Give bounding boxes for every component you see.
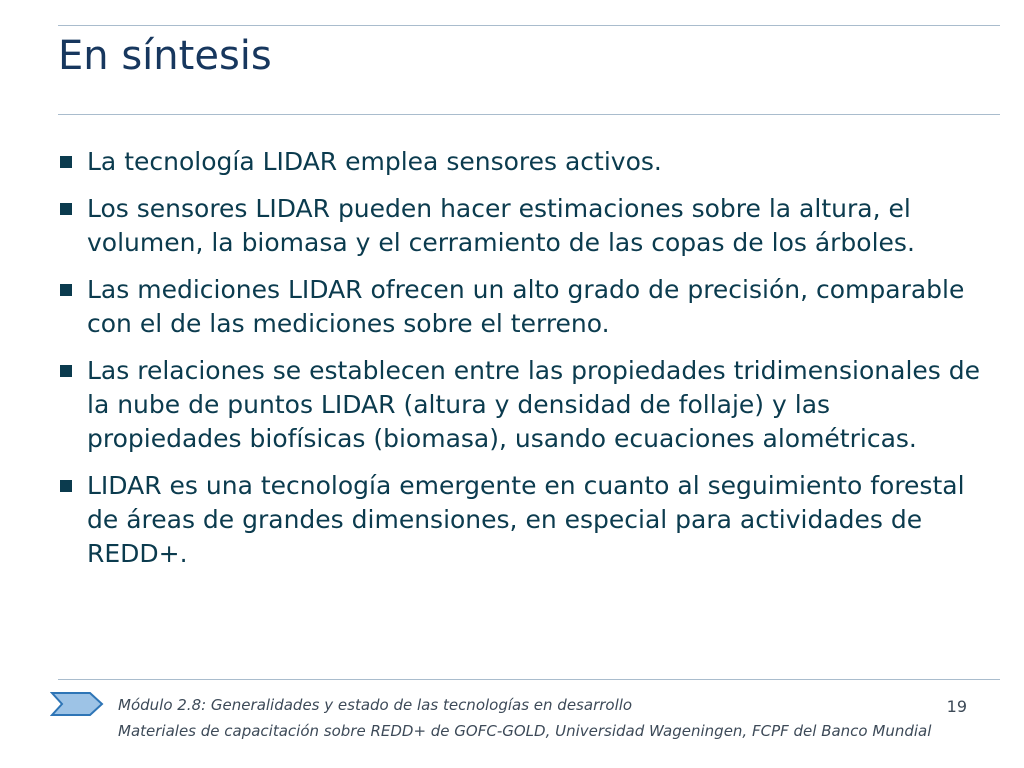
bullet-list: [60, 145, 990, 584]
chevron-arrow-icon: [50, 689, 104, 719]
bullet-item: [60, 273, 990, 341]
page-number: 19: [946, 697, 967, 716]
top-divider: [58, 25, 1000, 26]
bullet-text: La tecnología LIDAR emplea sensores activos.: [87, 147, 662, 176]
bullet-text: Los sensores LIDAR pueden hacer estimaciones sobre la altura, el volumen, la biomasa y el cerramiento de las copas de los árboles.: [87, 194, 915, 257]
footer-divider: [58, 679, 1000, 680]
bullet-item: [60, 469, 990, 571]
bullet-item: [60, 354, 990, 456]
bullet-text: Las relaciones se establecen entre las propiedades tridimensionales de la nube de puntos LIDAR (altura y densidad de follaje) y las propiedades biofísicas (biomasa), usando ecuaciones alométricas.: [87, 356, 980, 453]
bullet-text: Las mediciones LIDAR ofrecen un alto grado de precisión, comparable con el de las mediciones sobre el terreno.: [87, 275, 965, 338]
bullet-item: [60, 145, 990, 179]
slide-title: En síntesis: [58, 33, 272, 79]
footer-module: Módulo 2.8: Generalidades y estado de las tecnologías en desarrollo: [118, 696, 633, 714]
square-bullet-icon: [60, 365, 72, 377]
footer-credits: Materiales de capacitación sobre REDD+ de GOFC-GOLD, Universidad Wageningen, FCPF del Banco Mundial: [118, 722, 932, 740]
bullet-text: LIDAR es una tecnología emergente en cuanto al seguimiento forestal de áreas de grandes dimensiones, en especial para actividades de REDD+.: [87, 471, 965, 568]
square-bullet-icon: [60, 480, 72, 492]
square-bullet-icon: [60, 284, 72, 296]
title-divider: [58, 114, 1000, 115]
square-bullet-icon: [60, 203, 72, 215]
bullet-item: [60, 192, 990, 260]
square-bullet-icon: [60, 156, 72, 168]
